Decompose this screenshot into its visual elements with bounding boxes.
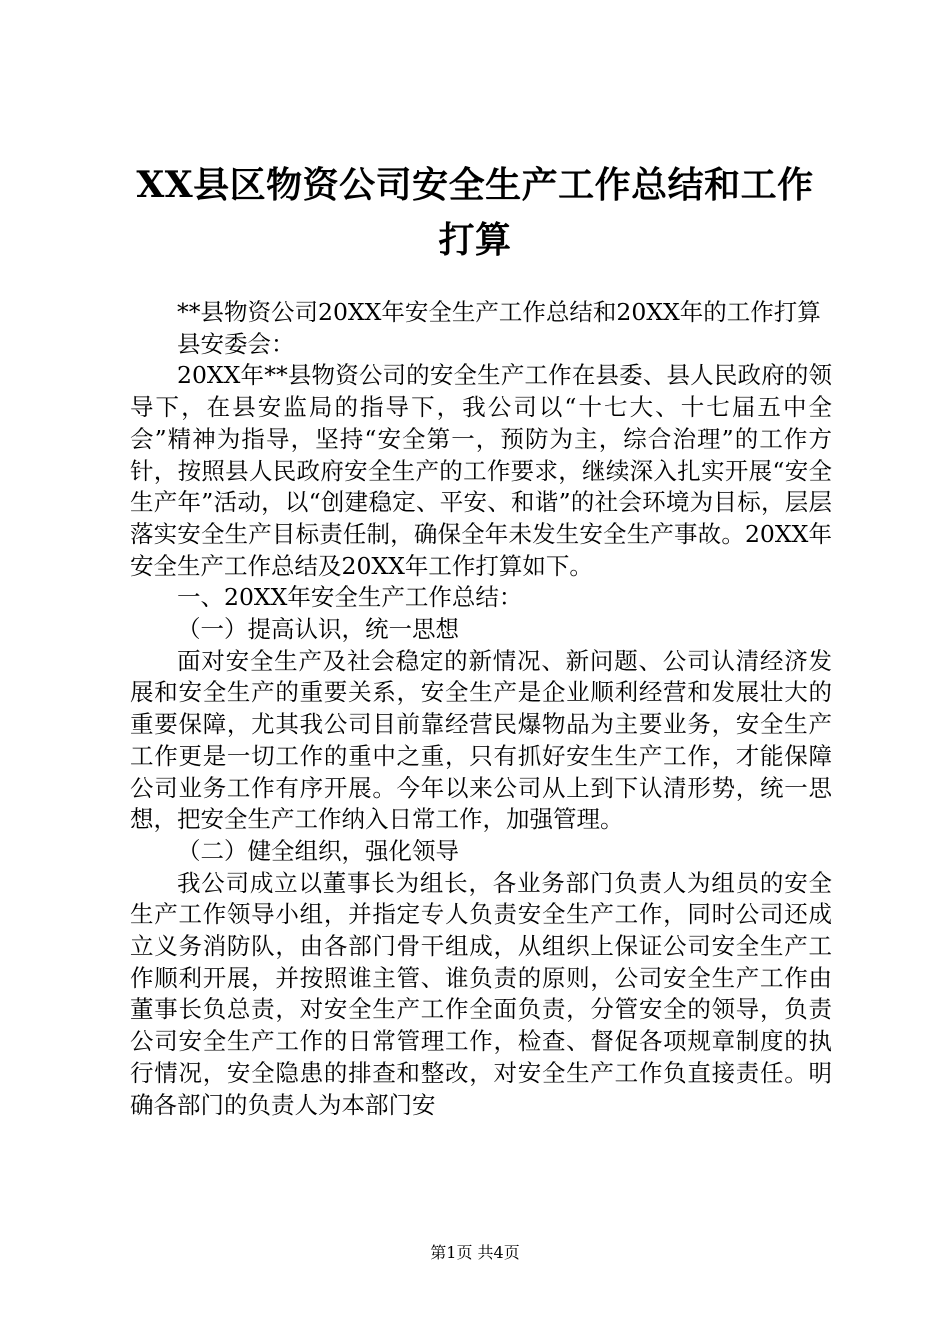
document-title: XX县区物资公司安全生产工作总结和工作打算 [136,164,814,261]
document-body [130,297,832,1121]
section-heading-1: 一、20XX年安全生产工作总结： [177,583,523,612]
page-footer: 第1页 共4页 [430,1243,520,1262]
paragraph-subtitle: **县物资公司20XX年安全生产工作总结和20XX年的工作打算 [177,298,821,326]
subsection-heading-1: （一）提高认识，统一思想 [177,615,459,644]
subsection-heading-2: （二）健全组织，强化领导 [177,836,459,865]
paragraph-subsection-1: 面对安全生产及社会稳定的新情况、新问题、公司认清经济发展和安全生产的重要关系，安全生产是企业顺利经营和发展壮大的重要保障，尤其我公司目前靠经营民爆物品为主要业务，安全生产工作更是一切工作的重中之重，只有抓好安生生产工作，才能保障公司业务工作有序开展。今年以来公司从上到下认清形势，统一思想，把安全生产工作纳入日常工作，加强管理。 [130,646,832,834]
paragraph-intro: 20XX年**县物资公司的安全生产工作在县委、县人民政府的领导下，在县安监局的指导下，我公司以“十七大、十七届五中全会”精神为指导，坚持“安全第一，预防为主，综合治理”的工作方针，按照县人民政府安全生产的工作要求，继续深入扎实开展“安全生产年”活动，以“创建稳定、平安、和谐”的社会环境为目标，层层落实安全生产目标责任制，确保全年未发生安全生产事故。20XX年安全生产工作总结及20XX年工作打算如下。 [130,361,832,580]
paragraph-subsection-2: 我公司成立以董事长为组长，各业务部门负责人为组员的安全生产工作领导小组，并指定专人负责安全生产工作，同时公司还成立义务消防队，由各部门骨干组成，从组织上保证公司安全生产工作顺利开展，并按照谁主管、谁负责的原则，公司安全生产工作由董事长负总责，对安全生产工作全面负责，分管安全的领导，负责公司安全生产工作的日常管理工作，检查、督促各项规章制度的执行情况，安全隐患的排查和整改，对安全生产工作负直接责任。明确各部门的负责人为本部门安 [130,868,832,1119]
paragraph-salutation: 县安委会： [177,329,295,358]
